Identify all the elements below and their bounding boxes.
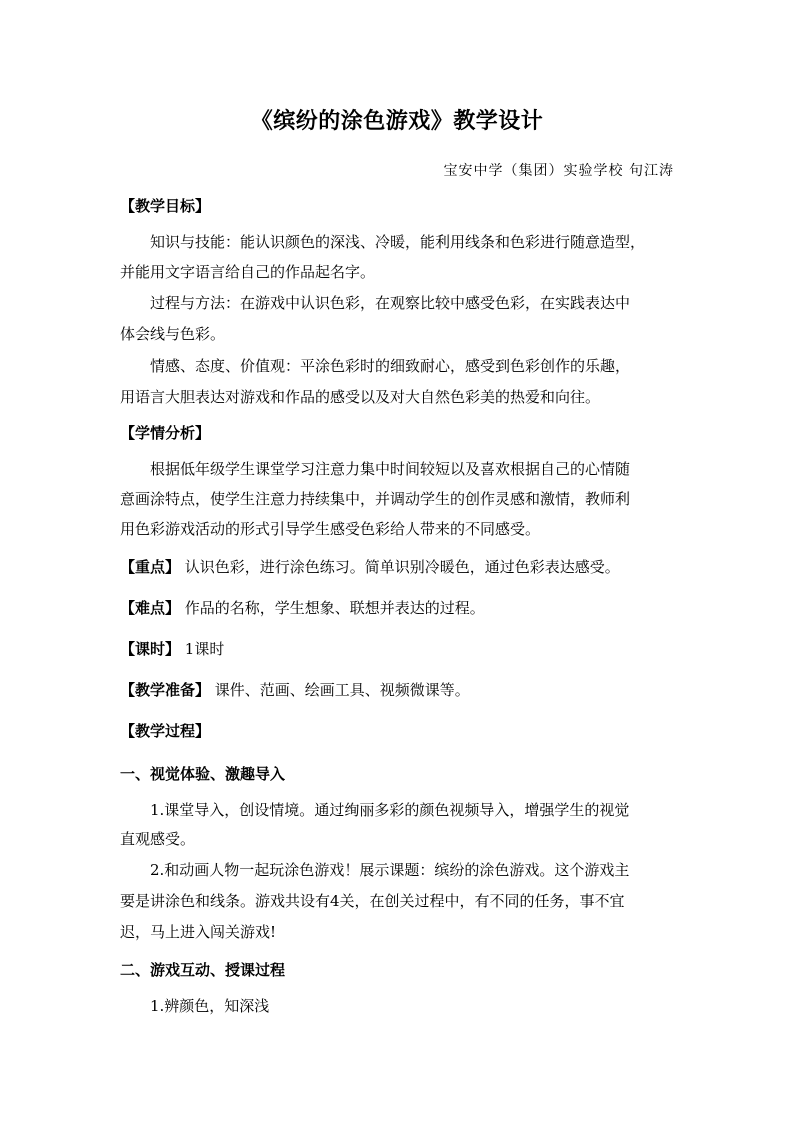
part2-heading: 二、游戏互动、授课过程 — [120, 961, 286, 979]
paragraph-line: 迟，马上进入闯关游戏! — [120, 923, 277, 941]
prep-line — [120, 680, 470, 700]
paragraph-line: 过程与方法：在游戏中认识色彩，在观察比较中感受色彩，在实践表达中 — [150, 294, 631, 312]
difficulty-label: 【难点】 — [120, 599, 181, 617]
prep-label: 【教学准备】 — [120, 681, 211, 699]
key-points-label: 【重点】 — [120, 558, 181, 576]
hours-text: 1课时 — [180, 640, 225, 658]
paragraph-line: 情感、态度、价值观：平涂色彩时的细致耐心，感受到色彩创作的乐趣， — [150, 357, 631, 375]
paragraph-line: 2.和动画人物一起玩涂色游戏！展示课题：缤纷的涂色游戏。这个游戏主 — [150, 861, 630, 879]
paragraph-line: 1.辨颜色，知深浅 — [150, 997, 270, 1015]
paragraph-line: 直观感受。 — [120, 830, 196, 848]
goals-heading: 【教学目标】 — [120, 197, 211, 215]
paragraph-line: 用色彩游戏活动的形式引导学生感受色彩给人带来的不同感受。 — [120, 520, 541, 538]
paragraph-line: 意画涂特点，使学生注意力持续集中，并调动学生的创作灵感和激情，教师利 — [120, 490, 631, 508]
paragraph-line: 知识与技能：能认识颜色的深浅、冷暖，能利用线条和色彩进行随意造型， — [150, 233, 646, 251]
paragraph-line: 体会线与色彩。 — [120, 325, 226, 343]
paragraph-line: 用语言大胆表达对游戏和作品的感受以及对大自然色彩美的热爱和向往。 — [120, 388, 601, 406]
process-heading: 【教学过程】 — [120, 722, 211, 740]
paragraph-line: 并能用文字语言给自己的作品起名字。 — [120, 263, 376, 281]
hours-line — [120, 639, 224, 659]
paragraph-line: 要是讲涂色和线条。游戏共设有4关，在创关过程中，有不同的任务，事不宜 — [120, 892, 625, 910]
difficulty-text: 作品的名称，学生想象、联想并表达的过程。 — [180, 599, 485, 617]
key-points-text: 认识色彩，进行涂色练习。简单识别冷暖色，通过色彩表达感受。 — [180, 558, 620, 576]
author-line: 宝安中学（集团）实验学校 句江涛 — [443, 163, 674, 179]
prep-text: 课件、范画、绘画工具、视频微课等。 — [210, 681, 470, 699]
document-title: 《缤纷的涂色游戏》教学设计 — [250, 109, 544, 134]
paragraph-line: 1.课堂导入，创设情境。通过绚丽多彩的颜色视频导入，增强学生的视觉 — [150, 801, 630, 819]
hours-label: 【课时】 — [120, 640, 181, 658]
analysis-heading: 【学情分析】 — [120, 424, 211, 442]
part1-heading: 一、视觉体验、激趣导入 — [120, 765, 286, 783]
paragraph-line: 根据低年级学生课堂学习注意力集中时间较短以及喜欢根据自己的心情随 — [150, 460, 631, 478]
key-points-line — [120, 557, 620, 577]
difficulty-line — [120, 598, 485, 618]
